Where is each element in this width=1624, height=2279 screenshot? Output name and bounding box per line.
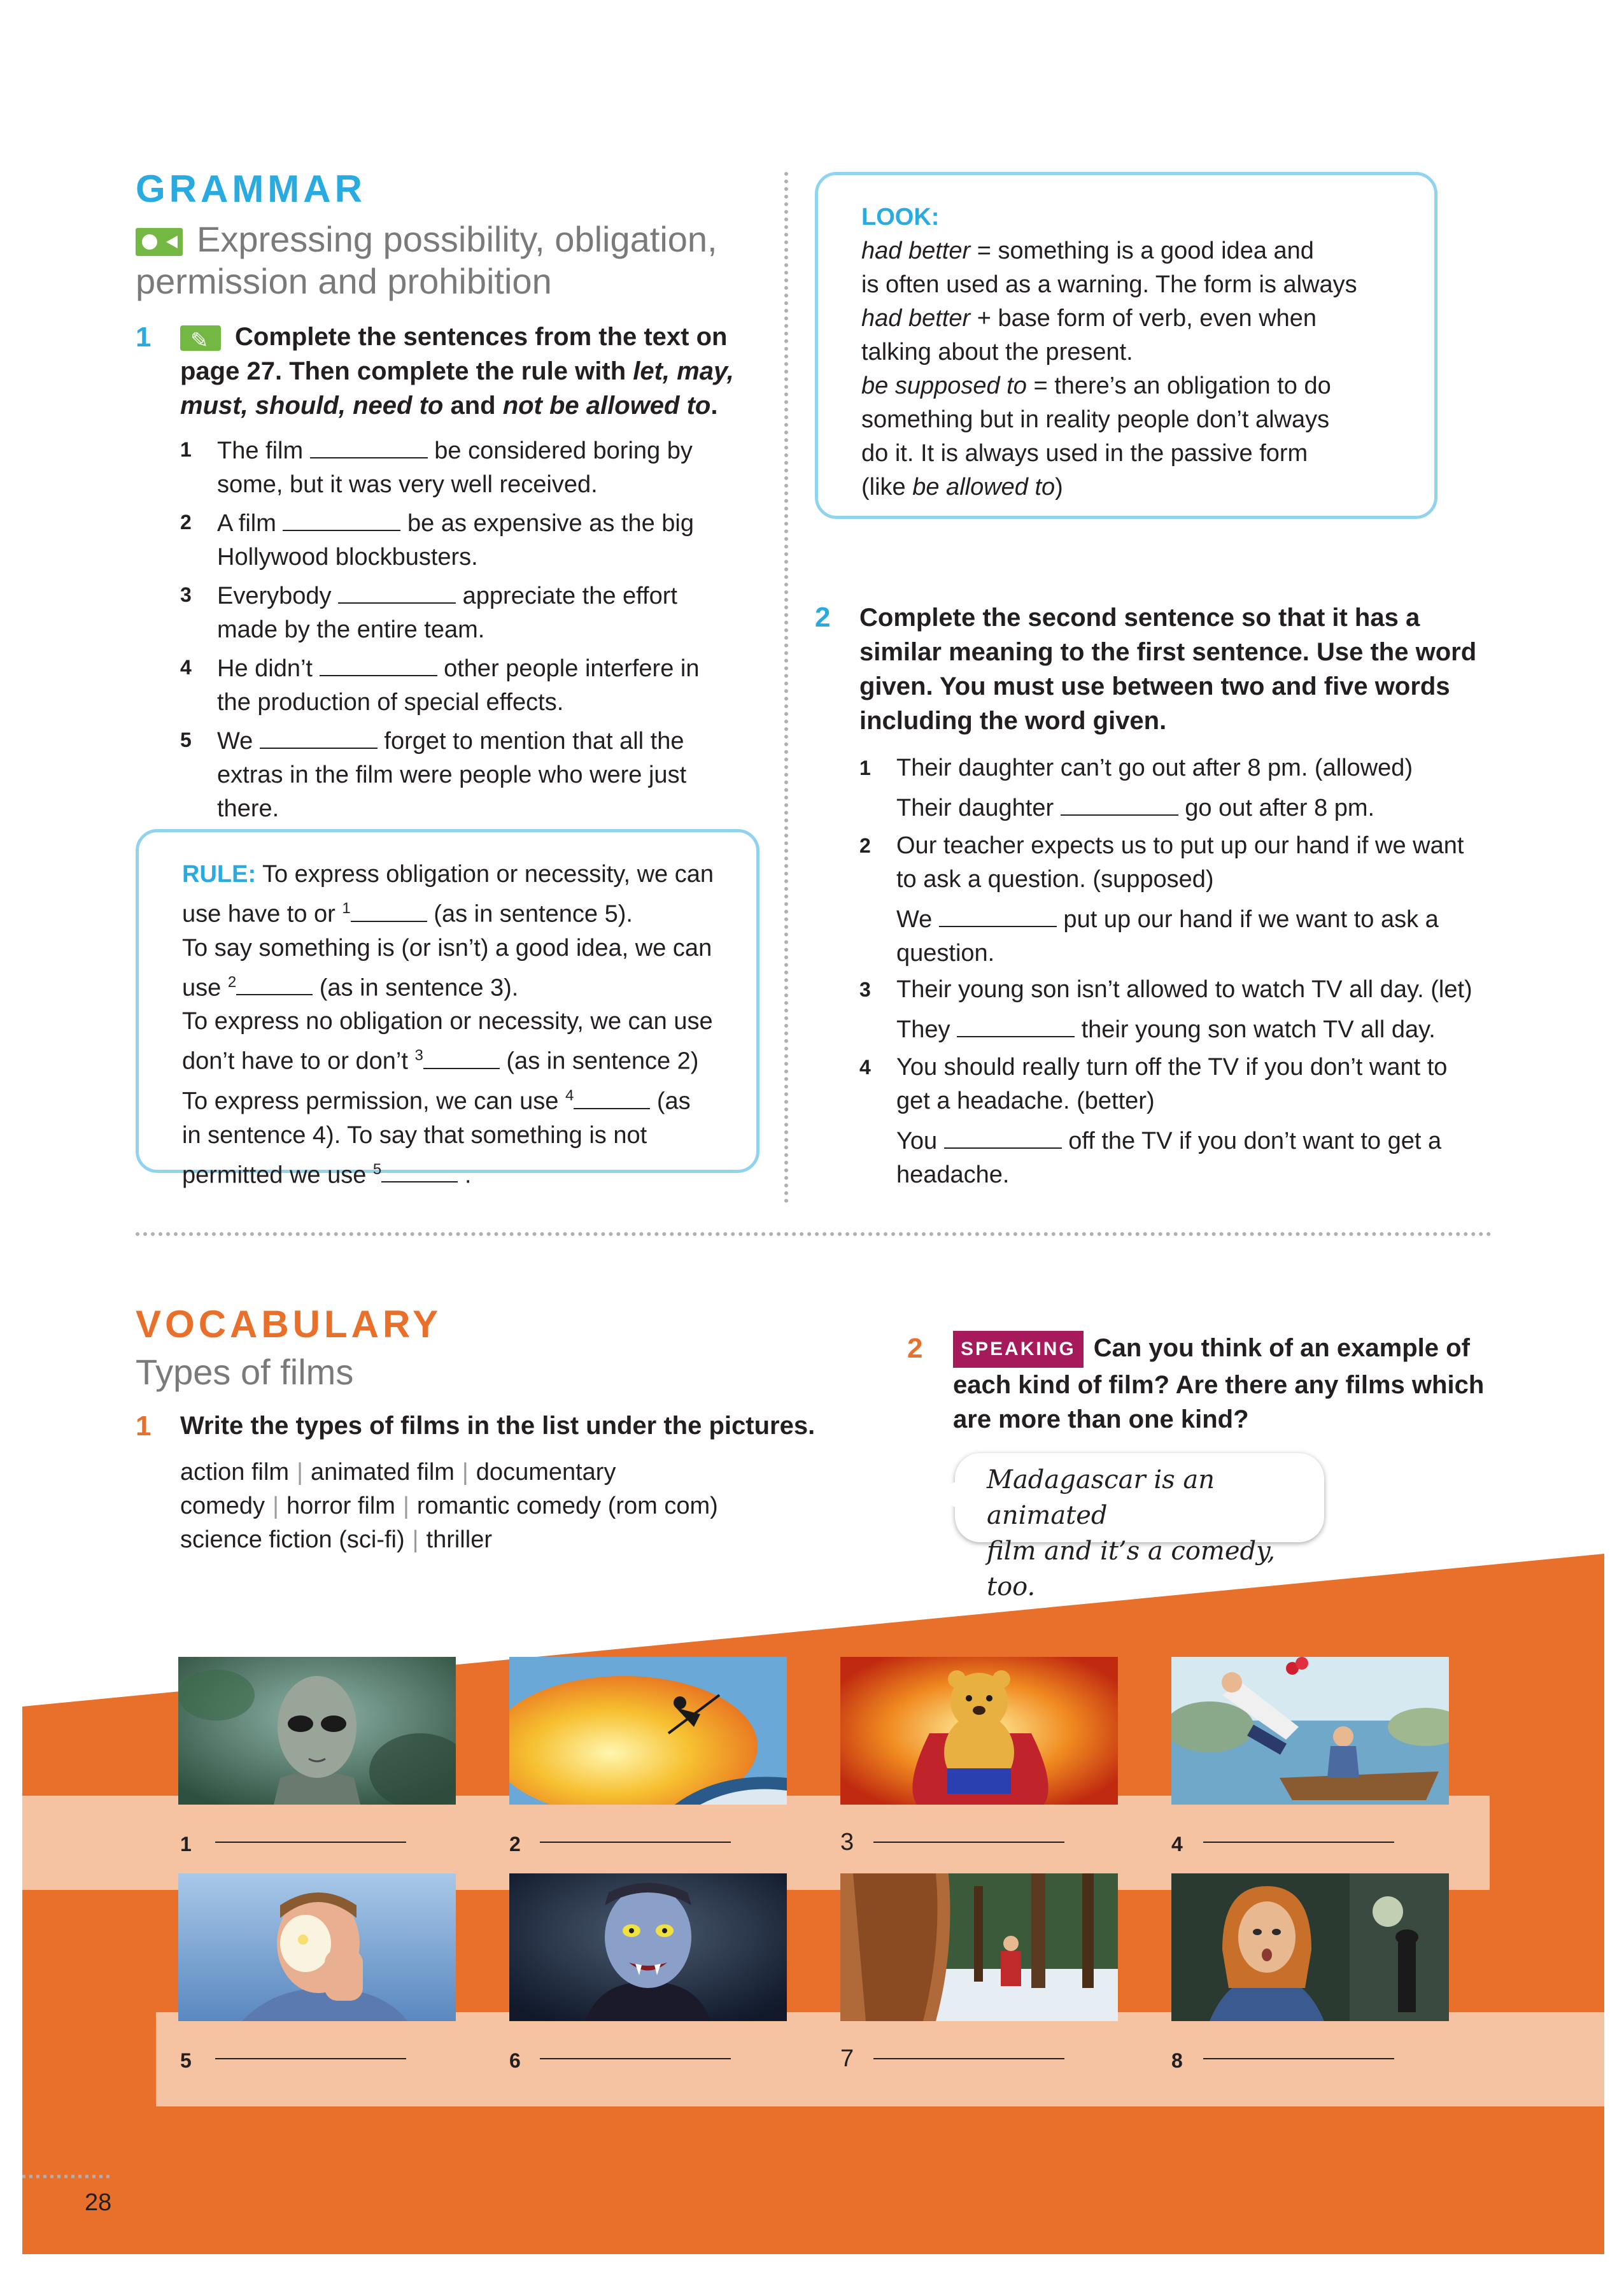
word-item: comedy [180, 1493, 265, 1519]
answer-line[interactable] [540, 1842, 731, 1843]
answer-line[interactable] [215, 1842, 406, 1843]
picture-number: 8 [1171, 2049, 1183, 2072]
man-with-pie-picture [178, 1873, 456, 2021]
speech-bubble: Madagascar is an animated film and it’s a comedy, too. [955, 1453, 1324, 1542]
couple-in-boat-picture [1171, 1657, 1449, 1805]
skier-explosion-picture [509, 1657, 787, 1805]
list-item: 2 A film be as expensive as the big Hollywood blockbusters. [180, 506, 791, 574]
picture-number: 3 [840, 1829, 854, 1856]
list-item: 4 He didn’t other people interfere in the production of special effects. [180, 651, 791, 720]
speech-bubble-tail [922, 1476, 960, 1514]
grammar-title-line1: Expressing possibility, obligation, [197, 219, 717, 259]
list-item: 3 Their young son isn’t allowed to watch TV all day. (let) They their young son watch TV all day. [859, 976, 1472, 1043]
page-number: 28 [85, 2189, 112, 2216]
answer-line[interactable] [1203, 2058, 1394, 2059]
rule-label: RULE: [182, 861, 257, 888]
answer-line[interactable] [873, 2058, 1064, 2059]
look-box: LOOK: had better = something is a good idea and is often used as a warning. The form is always had better + base form of verb, even when talking about the present. be supposed to = there’s an obligation to do something but in reality people don’t always do it. It is always used in the passive form (like be allowed to) [815, 172, 1437, 519]
word-item: thriller [426, 1526, 492, 1553]
word-item: romantic comedy (rom com) [416, 1493, 718, 1519]
exercise-1-instruction: ✎ Complete the sentences from the text on page 27. Then complete the rule with let, may, must, should, need to and not be allowed to. [180, 320, 785, 423]
scared-woman-picture [1171, 1873, 1449, 2021]
superhero-bear-picture [840, 1657, 1118, 1805]
speaking-instruction: SPEAKING Can you think of an example of each kind of film? Are there any films which are more than one kind? [953, 1331, 1526, 1437]
speaking-badge: SPEAKING [953, 1331, 1084, 1368]
vocabulary-heading: VOCABULARY [136, 1303, 442, 1345]
alien-picture [178, 1657, 456, 1805]
rule-box: RULE: To express obligation or necessity, we can use have to or $^1$ (as in sentence 5). To say something is (or isn’t) a good idea, we can use $^2$ (as in sentence 3). To express no obligation or necessity, we can use don’t have to or don’t $^3$ (as in sentence 2) To express permission, we can use $^4$ (as in sentence 4). To say that something is not permitted we use $^5$ . [136, 829, 759, 1173]
exercise-number: 1 [136, 322, 152, 353]
answer-line[interactable] [540, 2058, 731, 2059]
picture-number: 6 [509, 2049, 521, 2072]
picture-number: 2 [509, 1833, 521, 1856]
word-item: horror film [286, 1493, 395, 1519]
exercise-number: 2 [815, 602, 831, 633]
list-item: 1 The film be considered boring by some, but it was very well received. [180, 433, 791, 502]
exercise-number: 1 [136, 1410, 152, 1442]
word-item: science fiction (sci-fi) [180, 1526, 405, 1553]
film-types-list: action film | animated film | documentary comedy | horror film | romantic comedy (rom com) science fiction (sci-fi) | thriller [180, 1459, 718, 1553]
word-item: documentary [476, 1459, 616, 1486]
grammar-heading: GRAMMAR [136, 167, 366, 210]
answer-line[interactable] [215, 2058, 406, 2059]
vampire-picture [509, 1873, 787, 2021]
list-item: 1 Their daughter can’t go out after 8 pm. (allowed) Their daughter go out after 8 pm. [859, 755, 1413, 821]
look-label: LOOK: [861, 204, 940, 231]
exercise-number: 2 [907, 1333, 923, 1364]
picture-number: 1 [180, 1833, 192, 1856]
list-item: 4 You should really turn off the TV if you don’t want to get a headache. (better) You off the TV if you don’t want to get a headache. [859, 1054, 1448, 1188]
list-item: 3 Everybody appreciate the effort made by the entire team. [180, 578, 791, 647]
answer-line[interactable] [873, 1842, 1064, 1843]
list-item: 2 Our teacher expects us to put up our hand if we want to ask a question. (supposed) We put up our hand if we want to ask a question. [859, 832, 1464, 967]
picture-number: 4 [1171, 1833, 1183, 1856]
girl-in-snowy-forest-picture [840, 1873, 1118, 2021]
word-item: action film [180, 1459, 290, 1486]
exercise-2-instruction: Complete the second sentence so that it has a similar meaning to the first sentence. Use the word given. You must use between two and five words including the word given. [859, 604, 1477, 735]
answer-line[interactable] [1203, 1842, 1394, 1843]
grammar-title-line2: permission and prohibition [136, 261, 552, 301]
vocabulary-ex1-instruction: Write the types of films in the list under the pictures. [180, 1412, 816, 1440]
list-item: 5 We forget to mention that all the extras in the film were people who were just there. [180, 723, 791, 826]
word-item: animated film [310, 1459, 455, 1486]
picture-number: 7 [840, 2045, 854, 2072]
picture-number: 5 [180, 2049, 192, 2072]
vocabulary-title: Types of films [136, 1352, 354, 1392]
